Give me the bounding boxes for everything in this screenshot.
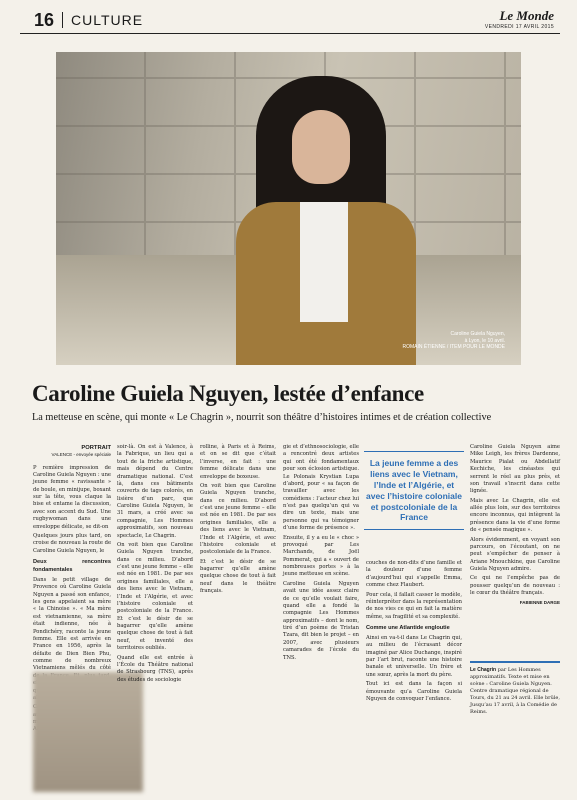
article-column-6	[470, 444, 560, 612]
article-column-5	[366, 560, 462, 705]
photo-caption-line1: Caroline Guiela Nguyen,	[450, 330, 505, 337]
article-paragraph: Pour cela, il fallait casser le modèle, réinterpréter dans la représentation de nos vies ce qui en fait la matière même, sa fragilité et sa complexité.	[366, 591, 462, 620]
article-column-2	[117, 444, 193, 686]
article-byline: VALENCE - envoyée spéciale	[51, 452, 111, 458]
photo-subject-shirt	[300, 202, 348, 322]
section-label: CULTURE	[62, 12, 143, 28]
pull-quote: La jeune femme a des liens avec le Vietnam, l’Inde et l’Algérie, et avec l’histoire coloniale et postcoloniale de la France	[364, 451, 464, 530]
article-paragraph: Quand elle est entrée à l’École du Théâtre national de Strasbourg (TNS), après des études de sociologie	[117, 654, 193, 683]
article-paragraph: couches de non-dits d’une famille et la douleur d’une femme d’aujourd’hui qui s’appelle Emma, comme chez Flaubert.	[366, 560, 462, 589]
masthead-logo: Le Monde	[499, 8, 554, 23]
article-paragraph: gie et d’ethnosociologie, elle a rencontré deux artistes qui ont été fondamentaux pour son éclosion artistique. Le Polonais Krystian Lupa d’abord, pour « sa façon de travailler avec les comédiens : l’acteur chez lui n’est pas quelqu’un qui va dire un texte, mais une personne qui va témoigner d’une forme de présence ».	[283, 444, 359, 532]
article-paragraph: Quelques jours plus tard, on croise de nouveau la route de Caroline Guiela Nguyen, le	[33, 532, 112, 554]
article-paragraph: Ce qui ne l’empêche pas de pousser quelqu’un de nouveau : le cœur du théâtre français.	[470, 575, 560, 597]
article-paragraph: On voit bien que Caroline Guiela Nguyen tranche, dans ce milieu. D’abord c’est une jeune femme – elle est née en 1981. De par ses origines familiales, elle a des liens avec le Vietnam, l’Inde et l’Algérie, et avec l’histoire coloniale et postcoloniale de la France. Et c’est le désir de se bagarrer qu’elle amène quelque chose de tout à fait neuf, et inventé des territoires oubliés.	[117, 541, 193, 652]
article-title: Caroline Guiela Nguyen, lestée d’enfance	[32, 381, 424, 406]
article-paragraph: Ensuite, il y a eu le « choc » provoqué par Les Marchands, de Joël Pommerat, qui a « ouvert de nombreuses portes » à la jeune metteuse en scène.	[283, 534, 359, 578]
article-paragraph: Alors évidemment, en voyant son parcours, on l’écoutant, on ne peut s’empêcher de penser à Ariane Mnouchkine, que Caroline Guiela Nguyen admire.	[470, 536, 560, 572]
article-paragraph: Mais avec Le Chagrin, elle est allée plus loin, sur des territoires encore inconnus, qui intègrent la présence dans la vie d’une forme de « pensée magique ».	[470, 497, 560, 534]
article-paragraph: Caroline Guiela Nguyen aime Mike Leigh, les frères Dardenne, Maurice Pialat ou Abdellatif Kechiche, les cinéastes qui serrent le réel au plus près, et son travail s’inscrit dans cette lignée.	[470, 444, 560, 495]
article-subtitle: La metteuse en scène, qui monte « Le Chagrin », nourrit son théâtre d’histoires intimes et de création collective	[32, 412, 492, 423]
article-kicker: PORTRAIT	[81, 445, 111, 451]
info-box-title: Le Chagrin	[470, 667, 497, 673]
article-author: FABIENNE DARGE	[519, 599, 560, 605]
article-subheading: Comme une Atlantide engloutie	[366, 625, 450, 631]
photo-caption-line2: à Lyon, le 10 avril.	[464, 337, 505, 344]
photo-credit: ROMAIN ÉTIENNE / ITEM POUR LE MONDE	[402, 344, 505, 351]
article-column-3	[200, 444, 276, 598]
article-paragraph: On voit bien que Caroline Guiela Nguyen tranche, dans ce milieu. D’abord c’est une jeune femme – elle est née en 1981. De par ses origines familiales, elle a des liens avec le Vietnam, l’Inde et l’Algérie, et avec l’histoire coloniale et postcoloniale de la France.	[200, 482, 276, 556]
article-paragraph: soir-là. On est à Valence, à la Fabrique, un lieu qui a tout de la friche artistique, mais dépend du Centre dramatique national. C’est là, dans ces bâtiments couverts de tags colorés, en lisière d’un parc, que Caroline Guiela Nguyen, le 31 mars, a créé avec sa compagnie, Les Hommes approximatifs, son nouveau spectacle, Le Chagrin.	[117, 444, 193, 539]
show-info-box	[470, 661, 560, 716]
page-header	[20, 8, 560, 34]
photo-caption	[402, 331, 505, 351]
article-column-4	[283, 444, 359, 664]
article-paragraph: Tout ici est dans la façon si émouvante qu’a Caroline Guiela Nguyen de convoquer l’enfance.	[366, 681, 462, 702]
photo-subject-face	[292, 110, 350, 184]
article-lead: P remière impression de Caroline Guiela Nguyen : une jeune femme « ravissante » de boule, en minijupe, boxant sur la tête, vous claque la bise et entame la discussion, avec son accent du Sud. Une rugbywoman dans une enveloppe délicate, se dit-on	[33, 464, 112, 530]
article-paragraph: Dans le petit village de Provence où Caroline Guiela Nguyen a passé son enfance, les gens appelaient sa mère « la Chinoise ». « Ma mère est vietnamienne, sa mère était indienne, née à Pondichéry, raconte la jeune femme. Elle est arrivée en France en 1956, après la défaite de Dien Bien Phu, comme de nombreux Vietnamiens mêlés du côté	[33, 576, 111, 672]
page-number: 16	[34, 10, 55, 30]
portrait-photo	[56, 52, 521, 365]
info-box-text: par Les Hommes approximatifs. Texte et mise en scène : Caroline Guiela Nguyen. Centre dramatique régional de Tours, du 21 au 24 avril. Elle brûle, Jusqu’au 17 avril, à la Comédie de Reims.	[470, 667, 560, 715]
article-subheading: Deux rencontres fondamentales	[33, 559, 111, 574]
article-paragraph: Et c’est le désir de se bagarrer qu’elle amène quelque chose de tout à fait neuf dans le théâtre français.	[200, 558, 276, 595]
article-paragraph: Ainsi en va-t-il dans Le Chagrin qui, au milieu de l’écrasant décor imaginé par Alice Duchange, inspiré par l’art brut, raconte une histoire banale et universelle. Un frère et une sœur, après la mort du père.	[366, 634, 463, 678]
issue-date: VENDREDI 17 AVRIL 2015	[484, 24, 554, 30]
blurred-region	[33, 672, 143, 792]
article-paragraph: rolline, à Paris et à Reims, et on se dit que c’était l’inverse, en fait : une femme délicate dans une enveloppe de boxeuse.	[200, 444, 276, 480]
article-paragraph: Caroline Guiela Nguyen avait une idée assez claire de ce qu’elle voulait faire, quand elle a fondé la compagnie Les Hommes approximatifs – dont le nom, tiré d’un poème de Tristan Tzara, dit bien le projet – en 2007, avec plusieurs camarades de l’école du TNS.	[283, 580, 359, 661]
